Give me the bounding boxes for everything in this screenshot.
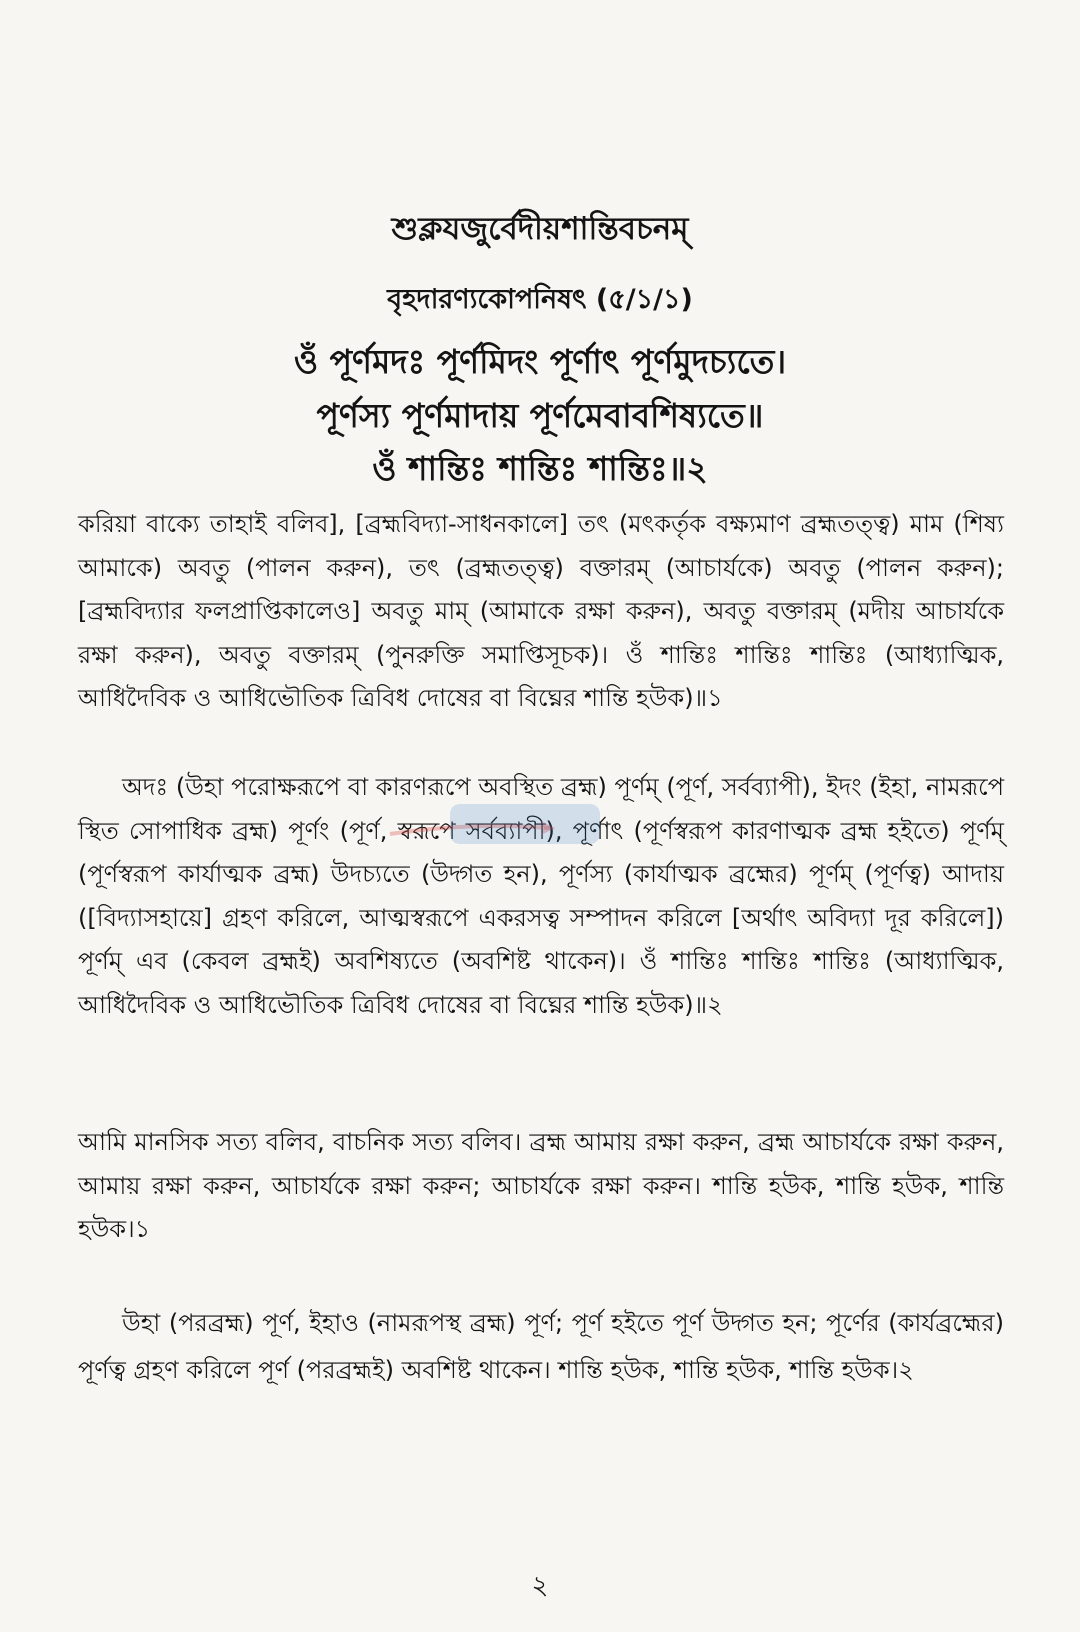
verse-line-2: পূর্ণস্য পূর্ণমাদায় পূর্ণমেবাবশিষ্যতে॥ — [316, 396, 764, 435]
source-reference: বৃহদারণ্যকোপনিষৎ (৫/১/১) — [387, 284, 693, 315]
translation-paragraph-1: আমি মানসিক সত্য বলিব, বাচনিক সত্য বলিব। ব্রহ্ম আমায় রক্ষা করুন, ব্রহ্ম আচার্যকে রক্ষা করুন, আমায় রক্ষা করুন, আচার্যকে রক্ষা করুন; আচার্যকে রক্ষা করুন। শান্তি হউক, শান্তি হউক, শান্তি হউক।১ — [78, 1128, 1004, 1243]
translation-paragraph-2: উহা (পরব্রহ্ম) পূর্ণ, ইহাও (নামরূপস্থ ব্রহ্ম) পূর্ণ; পূর্ণ হইতে পূর্ণ উদ্গত হন; পূর্ণের (কার্যব্রহ্মের) পূর্ণত্ব গ্রহণ করিলে পূর্ণ (পরব্রহ্মই) অবশিষ্ট থাকেন। শান্তি হউক, শান্তি হউক, শান্তি হউক।২ — [78, 1309, 1004, 1384]
commentary-paragraph-1: করিয়া বাক্যে তাহাই বলিব], [ব্রহ্মবিদ্যা-সাধনকালে] তৎ (মৎকর্তৃক বক্ষ্যমাণ ব্রহ্মতত্ত্ব) মাম (শিষ্য আমাকে) অবতু (পালন করুন), তৎ (ব্রহ্মতত্ত্ব) বক্তারম্ (আচার্যকে) অবতু (পালন করুন); [ব্রহ্মবিদ্যার ফলপ্রাপ্তিকালেও] অবতু মাম্ (আমাকে রক্ষা করুন), অবতু বক্তারম্ (মদীয় আচার্যকে রক্ষা করুন), অবতু বক্তারম্ (পুনরুক্তি সমাপ্তিসূচক)। ওঁ শান্তিঃ শান্তিঃ শান্তিঃ (আধ্যাত্মিক, আধিদৈবিক ও আধিভৌতিক ত্রিবিধ দোষের বা বিঘ্নের শান্তি হউক)॥১ — [78, 510, 1004, 712]
commentary-paragraph-2: অদঃ (উহা পরোক্ষরূপে বা কারণরূপে অবস্থিত ব্রহ্ম) পূর্ণম্ (পূর্ণ, সর্বব্যাপী), ইদং (ইহা, নামরূপে স্থিত সোপাধিক ব্রহ্ম) পূর্ণং (পূর্ণ, স্বরূপে সর্বব্যাপী), পূর্ণাৎ (পূর্ণস্বরূপ কারণাত্মক ব্রহ্ম হইতে) পূর্ণম্ (পূর্ণস্বরূপ কার্যাত্মক ব্রহ্ম) উদচ্যতে (উদ্গত হন), পূর্ণস্য (কার্যাত্মক ব্রহ্মের) পূর্ণম্ (পূর্ণত্ব) আদায় ([বিদ্যাসহায়ে] গ্রহণ করিলে, আত্মস্বরূপে একরসত্ব সম্পাদন করিলে [অর্থাৎ অবিদ্যা দূর করিলে]) পূর্ণম্ এব (কেবল ব্রহ্মই) অবশিষ্যতে (অবশিষ্ট থাকেন)। ওঁ শান্তিঃ শান্তিঃ শান্তিঃ (আধ্যাত্মিক, আধিদৈবিক ও আধিভৌতিক ত্রিবিধ দোষের বা বিঘ্নের শান্তি হউক)॥২ — [78, 773, 1004, 1019]
watermark-logo-icon — [380, 792, 640, 852]
page-number: ২ — [531, 1571, 549, 1601]
page-title: শুক্লযজুর্বেদীয়শান্তিবচনম্ — [391, 211, 689, 247]
verse-line-1: ওঁ পূর্ণমদঃ পূর্ণমিদং পূর্ণাৎ পূর্ণমুদচ্যতে। — [293, 342, 787, 381]
verse-line-3: ওঁ শান্তিঃ শান্তিঃ শান্তিঃ॥২ — [372, 449, 708, 488]
